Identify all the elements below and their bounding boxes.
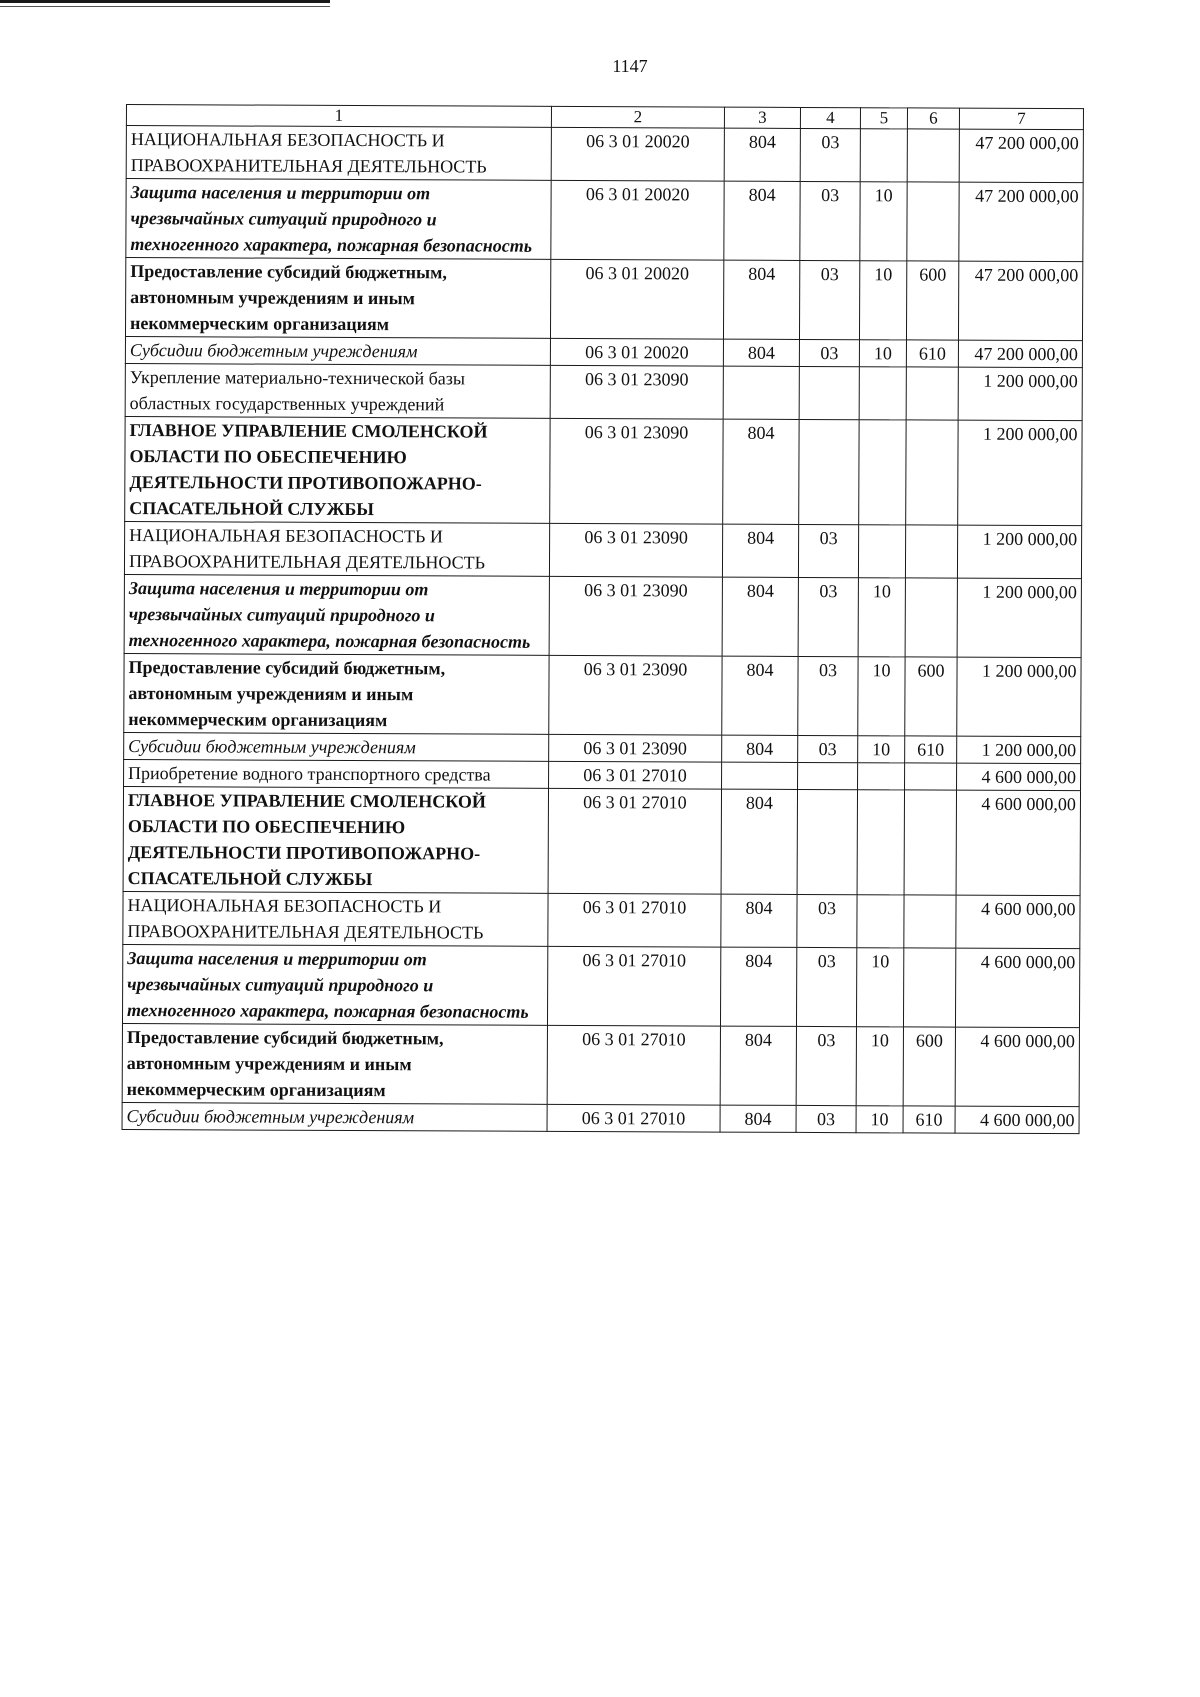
row-razdel-cell [799,366,859,419]
row-amount-cell: 47 200 000,00 [958,261,1082,341]
row-podrazdel-cell: 10 [858,657,905,736]
row-code-cell: 06 3 01 27010 [549,761,722,789]
table-row [125,258,1082,341]
row-amount-cell: 1 200 000,00 [957,657,1081,737]
table-row [122,1102,1079,1133]
header-cell: 7 [959,108,1083,130]
row-amount-cell: 4 600 000,00 [955,1027,1079,1107]
row-podrazdel-cell [857,790,904,895]
header-cell: 4 [800,107,860,128]
table-row [124,732,1081,763]
row-amount-cell: 1 200 000,00 [957,578,1081,658]
header-cell: 6 [907,108,959,129]
table-row [124,574,1081,657]
row-vid-cell [904,790,956,895]
row-vid-cell [906,367,958,420]
row-admin-cell: 804 [722,656,798,735]
row-razdel-cell: 03 [798,577,858,656]
row-code-cell: 06 3 01 23090 [550,365,723,419]
row-code-cell: 06 3 01 23090 [549,576,722,656]
row-admin-cell: 804 [722,524,798,577]
row-vid-cell: 600 [906,261,958,340]
row-vid-cell: 600 [903,1027,955,1106]
row-razdel-cell: 03 [799,339,859,366]
row-admin-cell: 804 [721,894,797,947]
row-code-cell: 06 3 01 27010 [547,1104,720,1132]
row-podrazdel-cell [858,763,905,790]
top-rule-thin [0,6,330,7]
row-vid-cell: 600 [905,657,957,736]
row-razdel-cell [799,419,859,524]
row-name-cell: НАЦИОНАЛЬНАЯ БЕЗОПАСНОСТЬ И ПРАВООХРАНИТЕЛЬНАЯ ДЕЯТЕЛЬНОСТЬ [123,891,548,946]
table-row [124,653,1081,736]
row-amount-cell: 1 200 000,00 [958,367,1082,421]
row-razdel-cell: 03 [798,656,858,735]
row-razdel-cell [797,789,857,894]
row-razdel-cell: 03 [798,735,858,762]
row-podrazdel-cell [860,129,907,182]
row-code-cell: 06 3 01 23090 [549,734,722,762]
row-name-cell: Предоставление субсидий бюджетным, автономным учреждениям и иным некоммерческим организациям [122,1023,547,1104]
row-amount-cell: 4 600 000,00 [957,763,1081,791]
row-code-cell: 06 3 01 20020 [550,338,723,366]
row-name-cell: НАЦИОНАЛЬНАЯ БЕЗОПАСНОСТЬ И ПРАВООХРАНИТЕЛЬНАЯ ДЕЯТЕЛЬНОСТЬ [126,126,551,181]
row-admin-cell: 804 [723,339,799,366]
row-code-cell: 06 3 01 27010 [548,893,721,947]
table-row [122,1023,1079,1106]
row-vid-cell [906,420,958,525]
row-admin-cell [723,366,799,419]
table-row [126,126,1083,183]
row-admin-cell: 804 [722,577,798,656]
row-name-cell: ГЛАВНОЕ УПРАВЛЕНИЕ СМОЛЕНСКОЙ ОБЛАСТИ ПО ОБЕСПЕЧЕНИЮ ДЕЯТЕЛЬНОСТИ ПРОТИВОПОЖАРНО-СПАСАТЕЛЬНОЙ СЛУЖБЫ [123,786,548,893]
row-amount-cell: 4 600 000,00 [956,790,1080,896]
row-razdel-cell: 03 [796,947,856,1026]
row-vid-cell [903,948,955,1027]
row-amount-cell: 1 200 000,00 [958,420,1082,526]
row-admin-cell: 804 [720,947,796,1026]
row-code-cell: 06 3 01 23090 [549,655,722,735]
row-admin-cell: 804 [720,1105,796,1132]
top-rule [0,0,330,3]
row-razdel-cell: 03 [800,128,860,181]
row-name-cell: Защита населения и территории от чрезвычайных ситуаций природного и техногенного характера, пожарная безопасность [124,574,549,655]
table-row [125,416,1082,525]
row-razdel-cell: 03 [796,1105,856,1132]
row-admin-cell: 804 [722,735,798,762]
row-razdel-cell: 03 [798,524,858,577]
header-cell: 1 [126,105,551,128]
row-code-cell: 06 3 01 20020 [551,180,724,260]
row-razdel-cell: 03 [799,260,859,339]
row-amount-cell: 47 200 000,00 [959,182,1083,262]
row-vid-cell [905,525,957,578]
row-podrazdel-cell: 10 [859,340,906,367]
row-podrazdel-cell [859,367,906,420]
row-amount-cell: 4 600 000,00 [956,895,1080,949]
row-admin-cell [722,762,798,789]
row-name-cell: Субсидии бюджетным учреждениям [125,336,550,365]
row-podrazdel-cell: 10 [856,948,903,1027]
header-cell: 2 [551,106,724,128]
row-name-cell: Предоставление субсидий бюджетным, автономным учреждениям и иным некоммерческим организациям [125,258,550,339]
row-podrazdel-cell: 10 [859,261,906,340]
row-podrazdel-cell: 10 [858,736,905,763]
table-row [123,786,1080,895]
row-podrazdel-cell: 10 [858,578,905,657]
table-row [124,521,1081,578]
table-row [125,336,1082,367]
row-code-cell: 06 3 01 27010 [547,946,720,1026]
row-podrazdel-cell [857,895,904,948]
row-podrazdel-cell: 10 [860,182,907,261]
header-cell: 3 [724,107,800,128]
row-razdel-cell [798,762,858,789]
row-amount-cell: 4 600 000,00 [955,948,1079,1028]
row-admin-cell: 804 [724,128,800,181]
page-number: 1147 [612,56,648,76]
row-podrazdel-cell: 10 [856,1027,903,1106]
row-admin-cell: 804 [720,1026,796,1105]
row-name-cell: Приобретение водного транспортного средства [124,759,549,788]
table-row [122,944,1079,1027]
row-razdel-cell: 03 [800,181,860,260]
row-amount-cell: 1 200 000,00 [957,736,1081,764]
budget-table [122,104,1084,1134]
row-amount-cell: 4 600 000,00 [955,1106,1079,1134]
row-admin-cell: 804 [724,181,800,260]
row-amount-cell: 47 200 000,00 [959,129,1083,183]
table-row [124,759,1081,790]
table-body [122,105,1083,1134]
table-row [125,363,1082,420]
row-name-cell: НАЦИОНАЛЬНАЯ БЕЗОПАСНОСТЬ И ПРАВООХРАНИТЕЛЬНАЯ ДЕЯТЕЛЬНОСТЬ [124,521,549,576]
row-amount-cell: 1 200 000,00 [957,525,1081,579]
row-vid-cell: 610 [903,1106,955,1133]
row-code-cell: 06 3 01 23090 [550,418,723,524]
row-podrazdel-cell [858,525,905,578]
row-code-cell: 06 3 01 23090 [549,523,722,577]
row-code-cell: 06 3 01 27010 [547,1025,720,1105]
row-razdel-cell: 03 [797,894,857,947]
row-name-cell: ГЛАВНОЕ УПРАВЛЕНИЕ СМОЛЕНСКОЙ ОБЛАСТИ ПО ОБЕСПЕЧЕНИЮ ДЕЯТЕЛЬНОСТИ ПРОТИВОПОЖАРНО-СПАСАТЕЛЬНОЙ СЛУЖБЫ [125,416,550,523]
row-name-cell: Субсидии бюджетным учреждениям [122,1102,547,1131]
row-name-cell: Субсидии бюджетным учреждениям [124,732,549,761]
row-podrazdel-cell [859,420,906,525]
row-name-cell: Предоставление субсидий бюджетным, автономным учреждениям и иным некоммерческим организациям [124,653,549,734]
row-admin-cell: 804 [723,419,799,524]
row-code-cell: 06 3 01 20020 [550,259,723,339]
row-vid-cell [907,182,959,261]
row-code-cell: 06 3 01 27010 [548,788,721,894]
row-vid-cell: 610 [905,736,957,763]
row-podrazdel-cell: 10 [856,1106,903,1133]
row-razdel-cell: 03 [796,1026,856,1105]
table-row [123,891,1080,948]
row-amount-cell: 47 200 000,00 [958,340,1082,368]
table-row [126,179,1083,262]
row-vid-cell [904,895,956,948]
row-code-cell: 06 3 01 20020 [551,127,724,181]
row-name-cell: Укрепление материально-технической базы областных государственных учреждений [125,363,550,418]
row-admin-cell: 804 [721,789,797,894]
row-vid-cell: 610 [906,340,958,367]
row-admin-cell: 804 [723,260,799,339]
row-vid-cell [905,763,957,790]
row-name-cell: Защита населения и территории от чрезвычайных ситуаций природного и техногенного характера, пожарная безопасность [126,179,551,260]
row-vid-cell [907,129,959,182]
row-vid-cell [905,578,957,657]
header-cell: 5 [860,108,907,129]
row-name-cell: Защита населения и территории от чрезвычайных ситуаций природного и техногенного характера, пожарная безопасность [122,944,547,1025]
